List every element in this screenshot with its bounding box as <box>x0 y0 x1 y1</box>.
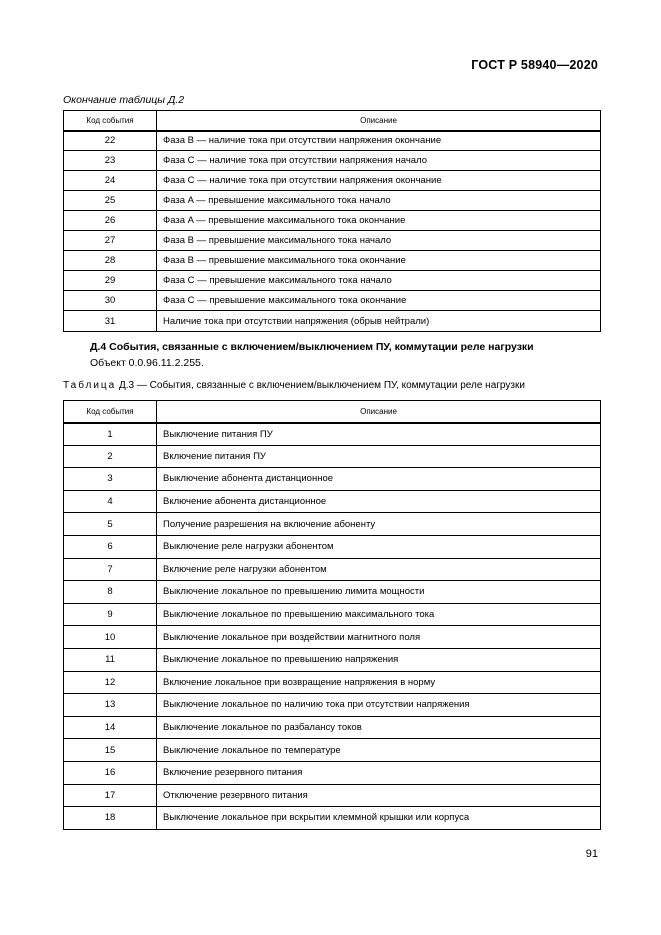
event-code: 25 <box>64 191 157 211</box>
page-number: 91 <box>585 848 598 860</box>
event-description: Фаза B — превышение максимального тока окончание <box>157 251 601 271</box>
event-description: Выключение локальное по превышению лимита мощности <box>157 581 601 604</box>
table-row <box>64 807 601 830</box>
event-description: Включение абонента дистанционное <box>157 490 601 513</box>
table-row <box>64 468 601 491</box>
event-code: 4 <box>64 490 157 513</box>
table-row <box>64 211 601 231</box>
event-description: Включение питания ПУ <box>157 445 601 468</box>
event-description: Выключение локальное по разбалансу токов <box>157 716 601 739</box>
table-row <box>64 535 601 558</box>
table-row <box>64 603 601 626</box>
table-row <box>64 716 601 739</box>
event-description: Отключение резервного питания <box>157 784 601 807</box>
event-code: 14 <box>64 716 157 739</box>
event-description: Выключение локальное по наличию тока при отсутствии напряжения <box>157 694 601 717</box>
table-row <box>64 171 601 191</box>
event-description: Фаза A — превышение максимального тока начало <box>157 191 601 211</box>
event-code: 7 <box>64 558 157 581</box>
table-row <box>64 445 601 468</box>
table-row <box>64 311 601 332</box>
event-description: Включение реле нагрузки абонентом <box>157 558 601 581</box>
table-row <box>64 271 601 291</box>
event-description: Выключение локальное по температуре <box>157 739 601 762</box>
event-code: 11 <box>64 648 157 671</box>
event-description: Включение резервного питания <box>157 761 601 784</box>
event-description: Получение разрешения на включение абоненту <box>157 513 601 536</box>
event-code: 23 <box>64 151 157 171</box>
table-row <box>64 558 601 581</box>
table2-header-desc: Описание <box>157 401 601 423</box>
event-code: 22 <box>64 131 157 151</box>
event-code: 6 <box>64 535 157 558</box>
table-row <box>64 151 601 171</box>
table-row <box>64 490 601 513</box>
event-code: 28 <box>64 251 157 271</box>
table2-caption <box>63 380 525 391</box>
event-code: 5 <box>64 513 157 536</box>
event-description: Фаза C — наличие тока при отсутствии напряжения начало <box>157 151 601 171</box>
table-row <box>64 513 601 536</box>
object-identifier: Объект 0.0.96.11.2.255. <box>90 357 204 369</box>
table-row <box>64 291 601 311</box>
event-description: Выключение реле нагрузки абонентом <box>157 535 601 558</box>
event-description: Фаза B — наличие тока при отсутствии напряжения окончание <box>157 131 601 151</box>
table-row <box>64 784 601 807</box>
table2 <box>63 400 601 830</box>
table-row <box>64 761 601 784</box>
table2-caption-label: Таблица <box>63 380 117 391</box>
event-code: 13 <box>64 694 157 717</box>
document-header: ГОСТ Р 58940—2020 <box>471 58 598 72</box>
event-description: Выключение абонента дистанционное <box>157 468 601 491</box>
table-row <box>64 694 601 717</box>
event-code: 30 <box>64 291 157 311</box>
event-code: 18 <box>64 807 157 830</box>
event-description: Фаза C — превышение максимального тока окончание <box>157 291 601 311</box>
event-code: 27 <box>64 231 157 251</box>
event-description: Выключение локальное по превышению напряжения <box>157 648 601 671</box>
event-description: Выключение локальное при вскрытии клеммной крышки или корпуса <box>157 807 601 830</box>
table-row <box>64 626 601 649</box>
table-row <box>64 581 601 604</box>
event-code: 9 <box>64 603 157 626</box>
table1-header-desc: Описание <box>157 111 601 131</box>
table-row <box>64 191 601 211</box>
event-code: 10 <box>64 626 157 649</box>
event-code: 17 <box>64 784 157 807</box>
event-description: Фаза C — наличие тока при отсутствии напряжения окончание <box>157 171 601 191</box>
event-code: 26 <box>64 211 157 231</box>
event-code: 31 <box>64 311 157 332</box>
table-row <box>64 739 601 762</box>
table-row <box>64 231 601 251</box>
table2-caption-text: Д.3 — События, связанные с включением/выключением ПУ, коммутации реле нагрузки <box>116 380 525 391</box>
event-description: Включение локальное при возвращение напряжения в норму <box>157 671 601 694</box>
event-code: 15 <box>64 739 157 762</box>
table1 <box>63 110 601 332</box>
event-description: Фаза B — превышение максимального тока начало <box>157 231 601 251</box>
event-code: 12 <box>64 671 157 694</box>
table-row <box>64 671 601 694</box>
event-description: Наличие тока при отсутствии напряжения (обрыв нейтрали) <box>157 311 601 332</box>
event-description: Выключение локальное при воздействии магнитного поля <box>157 626 601 649</box>
event-code: 24 <box>64 171 157 191</box>
event-code: 29 <box>64 271 157 291</box>
table1-caption: Окончание таблицы Д.2 <box>63 94 185 106</box>
table-row <box>64 251 601 271</box>
event-code: 3 <box>64 468 157 491</box>
event-code: 2 <box>64 445 157 468</box>
table1-header-code: Код события <box>64 111 157 131</box>
event-code: 8 <box>64 581 157 604</box>
event-description: Фаза C — превышение максимального тока начало <box>157 271 601 291</box>
section-title: Д.4 События, связанные с включением/выключением ПУ, коммутации реле нагрузки <box>90 341 534 353</box>
event-description: Выключение локальное по превышению максимального тока <box>157 603 601 626</box>
event-code: 1 <box>64 423 157 446</box>
event-description: Фаза A — превышение максимального тока окончание <box>157 211 601 231</box>
table2-header-code: Код события <box>64 401 157 423</box>
table-row <box>64 131 601 151</box>
table1-header-row <box>64 111 601 131</box>
table-row <box>64 648 601 671</box>
event-description: Выключение питания ПУ <box>157 423 601 446</box>
table2-header-row <box>64 401 601 423</box>
table-row <box>64 423 601 446</box>
event-code: 16 <box>64 761 157 784</box>
